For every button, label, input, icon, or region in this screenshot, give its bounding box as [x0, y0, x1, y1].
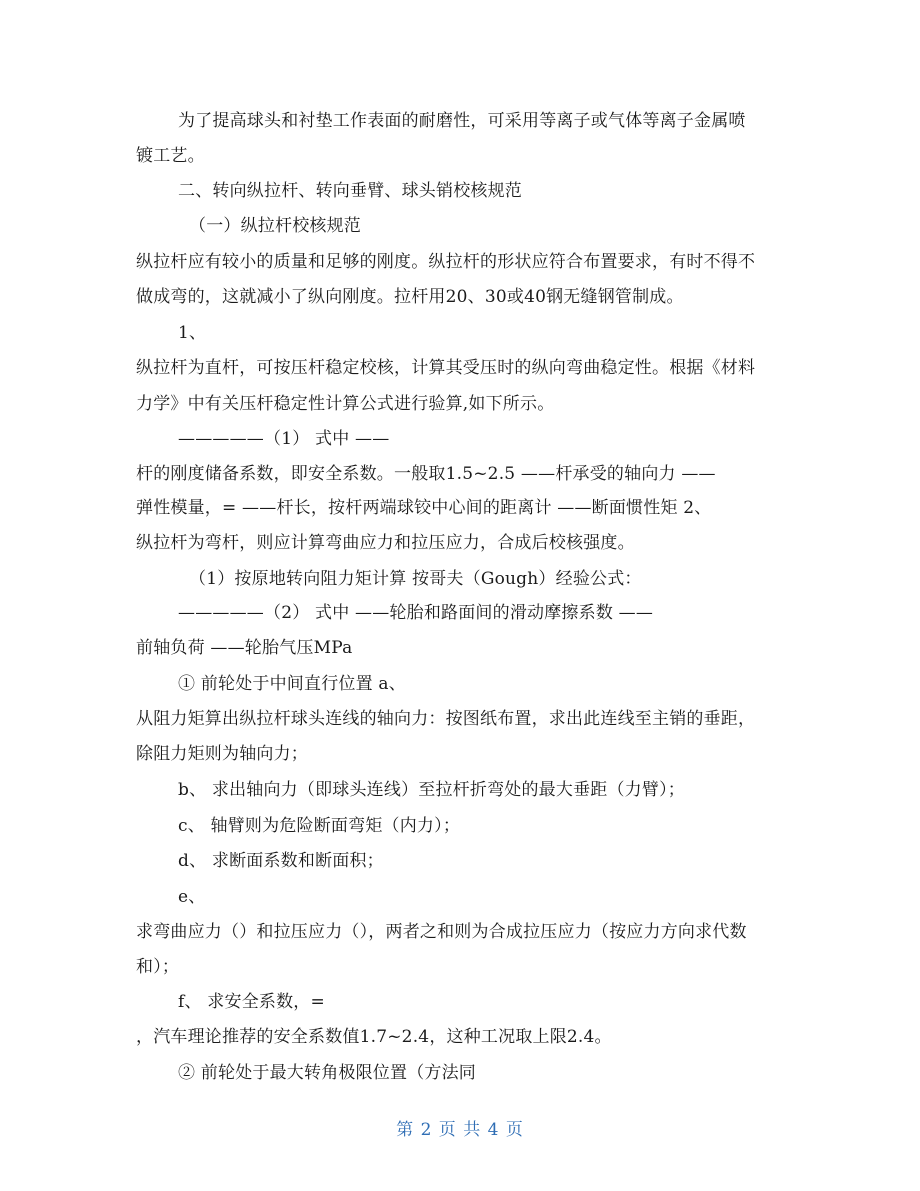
- paragraph-line: （1）按原地转向阻力矩计算 按哥夫（Gough）经验公式：: [189, 569, 642, 589]
- paragraph-line: 从阻力矩算出纵拉杆球头连线的轴向力：按图纸布置，求出此连线至主销的垂距，: [136, 709, 756, 729]
- list-item: b、 求出轴向力（即球头连线）至拉杆折弯处的最大垂距（力臂）；: [178, 780, 685, 800]
- paragraph-line: ，汽车理论推荐的安全系数值1.7~2.4，这种工况取上限2.4。: [136, 1027, 612, 1047]
- paragraph-line: 纵拉杆为弯杆，则应计算弯曲应力和拉压应力，合成后校核强度。: [136, 533, 635, 553]
- paragraph-line: 纵拉杆应有较小的质量和足够的刚度。纵拉杆的形状应符合布置要求，有时不得不: [136, 252, 756, 272]
- list-item: ① 前轮处于中间直行位置 a、: [178, 674, 406, 694]
- list-item: c、 轴臂则为危险断面弯矩（内力）；: [178, 816, 461, 836]
- paragraph-line: 除阻力矩则为轴向力；: [136, 744, 308, 764]
- list-item: e、: [178, 887, 206, 907]
- paragraph-line: 做成弯的，这就减小了纵向刚度。拉杆用20、30或40钢无缝钢管制成。: [136, 287, 684, 307]
- paragraph-line: 杆的刚度储备系数，即安全系数。一般取1.5~2.5 ——杆承受的轴向力 ——: [136, 464, 716, 484]
- list-item: d、 求断面系数和断面积；: [178, 851, 384, 871]
- page-number-footer: 第 2 页 共 4 页: [396, 1120, 524, 1140]
- paragraph-line: 纵拉杆为直杆，可按压杆稳定校核，计算其受压时的纵向弯曲稳定性。根据《材料: [136, 358, 756, 378]
- paragraph-line: 和）；: [136, 957, 180, 977]
- paragraph-line: 力学》中有关压杆稳定性计算公式进行验算,如下所示。: [136, 394, 555, 414]
- list-item: ② 前轮处于最大转角极限位置（方法同: [178, 1063, 477, 1083]
- section-heading: 二、转向纵拉杆、转向垂臂、球头销校核规范: [178, 181, 522, 201]
- paragraph-line: 为了提高球头和衬垫工作表面的耐磨性，可采用等离子或气体等离子金属喷: [178, 111, 746, 131]
- list-item: f、 求安全系数，=: [178, 992, 325, 1012]
- formula-line: —————（2） 式中 ——轮胎和路面间的滑动摩擦系数 ——: [178, 603, 654, 623]
- paragraph-line: 弹性模量，= ——杆长，按杆两端球铰中心间的距离计 ——断面惯性矩 2、: [136, 498, 712, 518]
- formula-line: —————（1） 式中 ——: [178, 429, 390, 449]
- subsection-heading: （一）纵拉杆校核规范: [189, 216, 361, 236]
- list-number: 1、: [178, 323, 207, 343]
- paragraph-line: 镀工艺。: [136, 146, 205, 166]
- paragraph-line: 求弯曲应力（）和拉压应力（），两者之和则为合成拉压应力（按应力方向求代数: [136, 922, 747, 942]
- paragraph-line: 前轴负荷 ——轮胎气压MPa: [136, 638, 353, 658]
